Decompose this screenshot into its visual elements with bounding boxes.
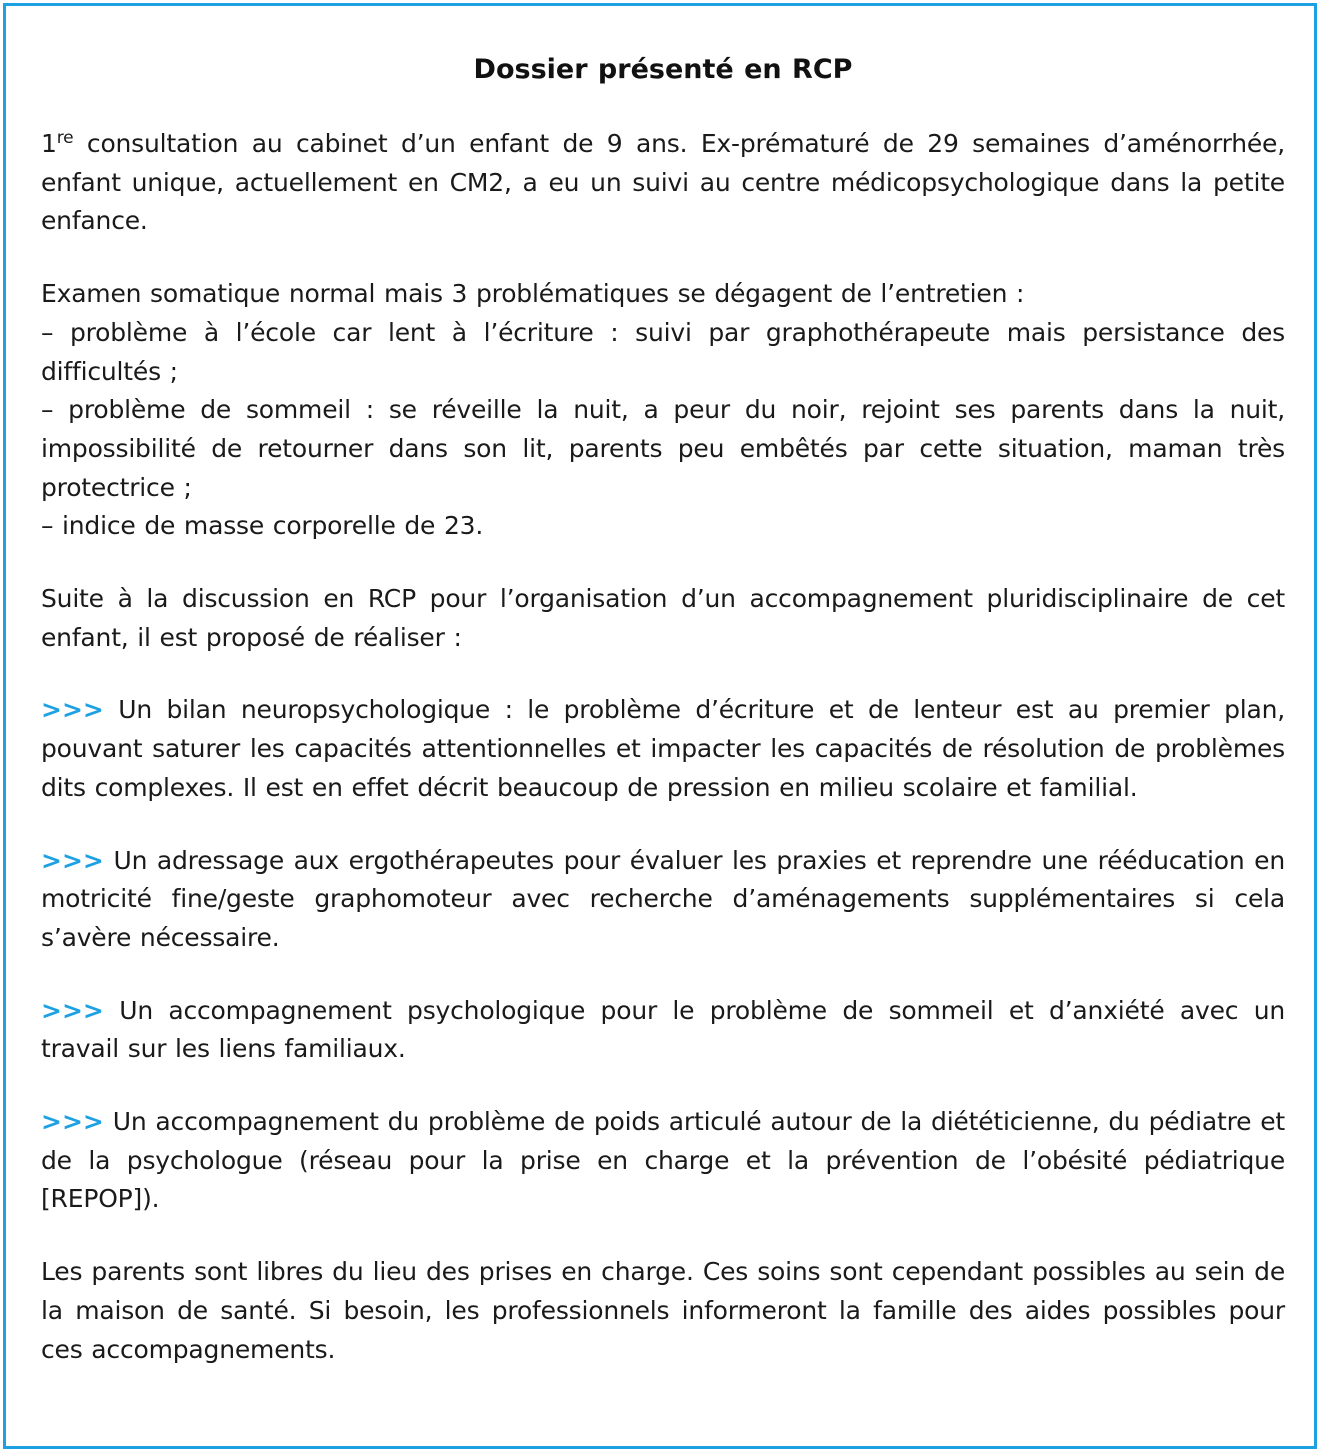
exam-paragraph (41, 275, 1285, 546)
proposal-text: Un accompagnement du problème de poids articulé autour de la diététicienne, du pédiatre et de la psychologue (réseau pour la prise en charge et la prévention de l’obésité pédiatrique [REPOP]). (41, 1107, 1285, 1214)
intro-ordinal-suffix: re (56, 128, 74, 148)
exam-item-school: – problème à l’école car lent à l’écriture : suivi par graphothérapeute mais persistance des difficultés ; (41, 317, 1285, 386)
proposal-psychology (41, 992, 1285, 1069)
intro-paragraph (41, 125, 1285, 241)
page-title: Dossier présenté en RCP (473, 54, 853, 85)
arrow-marker: >>> (41, 695, 104, 725)
intro-text: consultation au cabinet d’un enfant de 9 ans. Ex-prématuré de 29 semaines d’aménorrhée, enfant unique, actuellement en CM2, a eu un suivi au centre médicopsychologique dans la petite enfance. (41, 129, 1285, 236)
conclusion-paragraph: Les parents sont libres du lieu des prises en charge. Ces soins sont cependant possibles au sein de la maison de santé. Si besoin, les professionnels informeront la famille des aides possibles pour ces accompagnements. (41, 1257, 1285, 1364)
arrow-marker: >>> (41, 1107, 104, 1137)
proposal-text: Un accompagnement psychologique pour le problème de sommeil et d’anxiété avec un travail sur les liens familiaux. (41, 995, 1285, 1064)
arrow-marker: >>> (41, 845, 104, 875)
proposal-weight (41, 1103, 1285, 1219)
exam-item-sleep: – problème de sommeil : se réveille la nuit, a peur du noir, rejoint ses parents dans la nuit, impossibilité de retourner dans son lit, parents peu embêtés par cette situation, maman très protectrice ; (41, 395, 1285, 502)
discussion-paragraph: Suite à la discussion en RCP pour l’organisation d’un accompagnement pluridisciplinaire de cet enfant, il est proposé de réaliser : (41, 584, 1285, 652)
proposal-text: Un adressage aux ergothérapeutes pour évaluer les praxies et reprendre une rééducation en motricité fine/geste graphomoteur avec recherche d’aménagements supplémentaires si cela s’avère nécessaire. (41, 845, 1285, 952)
intro-ordinal-number: 1 (41, 129, 57, 158)
case-content (41, 50, 1285, 1369)
case-box (3, 3, 1317, 1449)
proposal-text: Un bilan neuropsychologique : le problème d’écriture et de lenteur est au premier plan, pouvant saturer les capacités attentionnelles et impacter les capacités de résolution de problèmes dits complexes. Il est en effet décrit beaucoup de pression en milieu scolaire et familial. (41, 695, 1285, 802)
arrow-marker: >>> (41, 995, 104, 1025)
exam-item-bmi: – indice de masse corporelle de 23. (41, 511, 484, 541)
proposal-occupational-therapy (41, 842, 1285, 958)
proposal-neuropsychology (41, 691, 1285, 807)
exam-lead: Examen somatique normal mais 3 problématiques se dégagent de l’entretien : (41, 279, 1025, 309)
